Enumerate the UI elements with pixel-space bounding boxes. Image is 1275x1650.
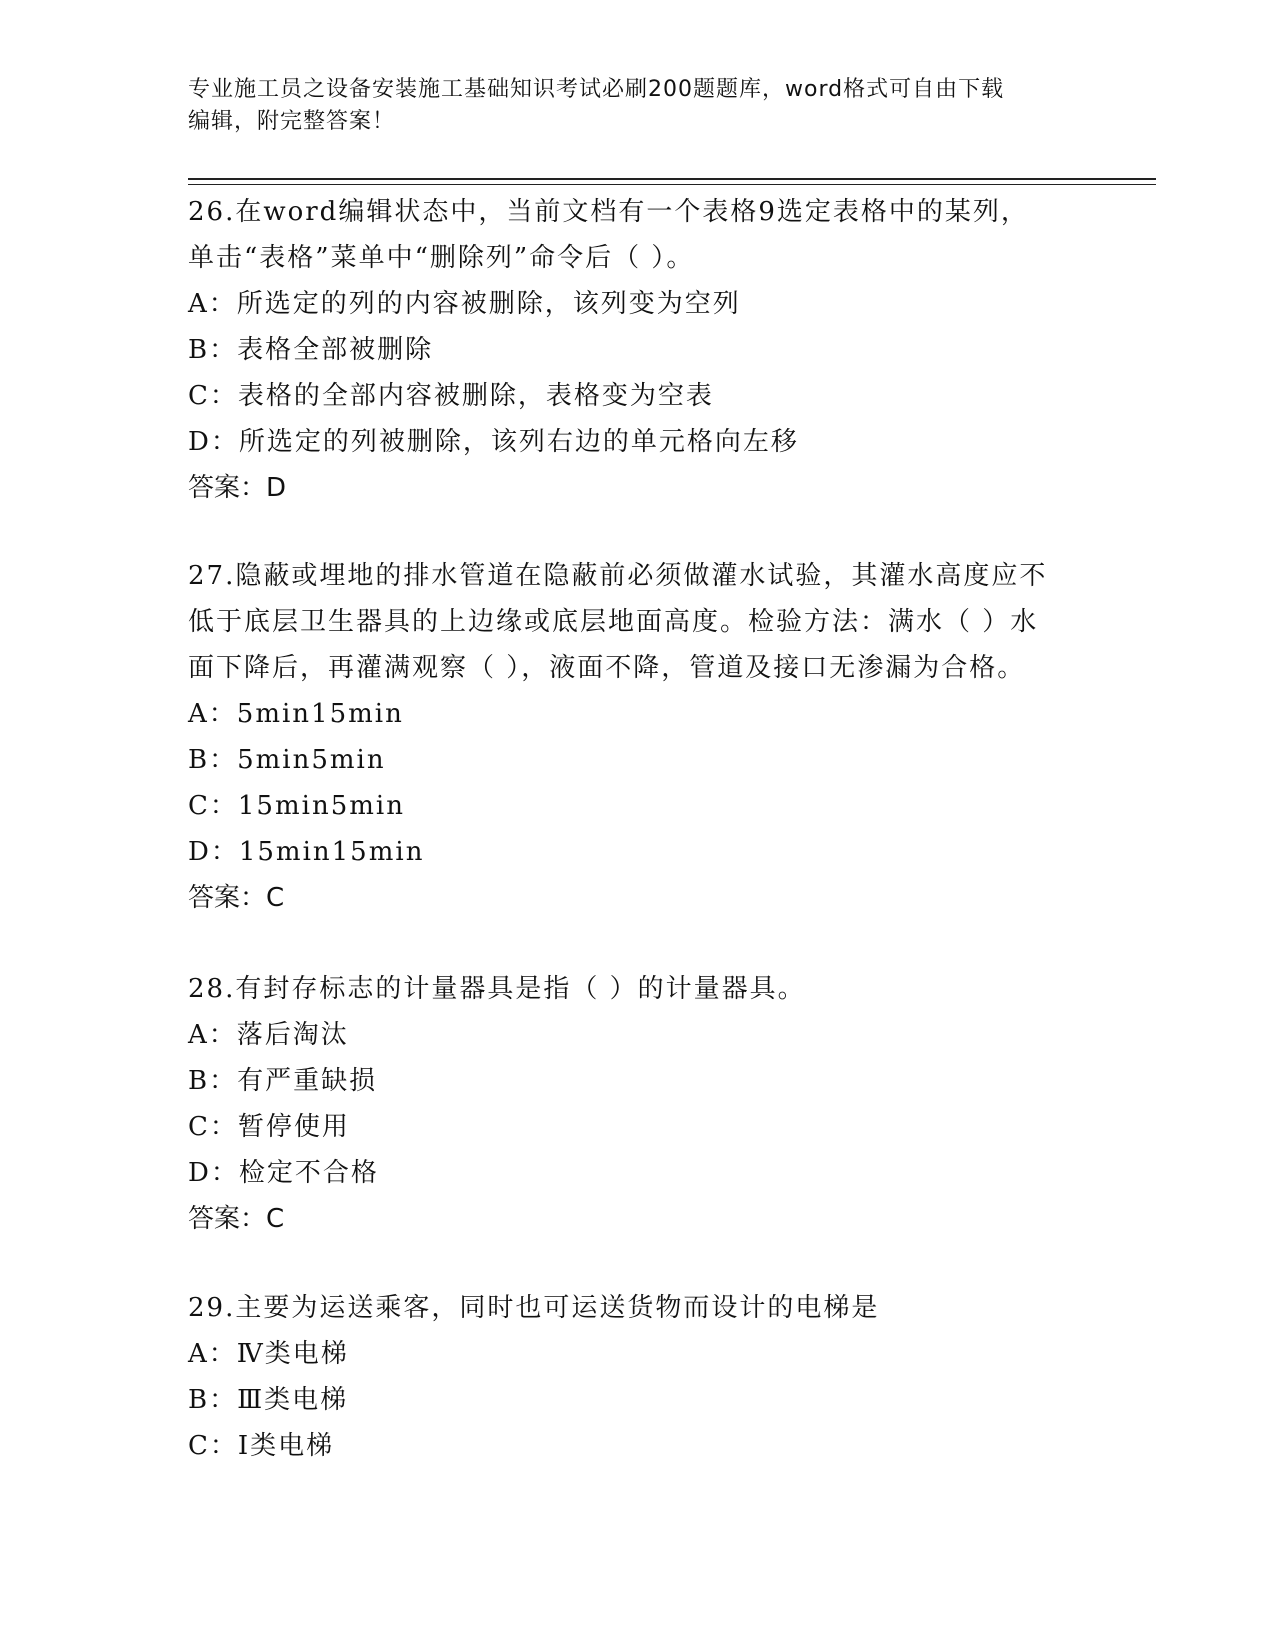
header-line-2: 编辑，附完整答案！ (188, 109, 396, 134)
header-divider-thick (188, 178, 1156, 180)
option-c: C：暂停使用 (188, 1112, 350, 1142)
question-stem-line: 低于底层卫生器具的上边缘或底层地面高度。检验方法：满水（ ）水 (188, 607, 1039, 637)
question-stem-line: 面下降后，再灌满观察（ ），液面不降，管道及接口无渗漏为合格。 (188, 653, 1026, 683)
option-c: C：Ⅰ类电梯 (188, 1431, 335, 1461)
answer: 答案：C (188, 883, 285, 913)
question-29 (188, 1285, 1088, 1469)
option-a: A：Ⅳ类电梯 (188, 1339, 349, 1369)
header-divider-thin (188, 184, 1156, 185)
option-b: B：5min5min (188, 745, 386, 775)
option-d: D：所选定的列被删除，该列右边的单元格向左移 (188, 427, 799, 457)
answer: 答案：C (188, 1204, 285, 1234)
option-c: C：表格的全部内容被删除，表格变为空表 (188, 381, 714, 411)
question-stem-line: 27.隐蔽或埋地的排水管道在隐蔽前必须做灌水试验，其灌水高度应不 (188, 561, 1048, 591)
question-26 (188, 189, 1088, 511)
option-a: A：落后淘汰 (188, 1020, 349, 1050)
option-d: D：检定不合格 (188, 1158, 379, 1188)
option-a: A：5min15min (188, 699, 404, 729)
question-27 (188, 553, 1088, 921)
option-d: D：15min15min (188, 837, 425, 867)
option-b: B：Ⅲ类电梯 (188, 1385, 349, 1415)
question-28 (188, 966, 1088, 1242)
option-b: B：有严重缺损 (188, 1066, 378, 1096)
question-stem-line: 29.主要为运送乘客，同时也可运送货物而设计的电梯是 (188, 1293, 880, 1323)
option-b: B：表格全部被删除 (188, 335, 434, 365)
question-stem-line: 28.有封存标志的计量器具是指（ ）的计量器具。 (188, 974, 806, 1004)
header-line-1: 专业施工员之设备安装施工基础知识考试必刷200题题库，word格式可自由下载 (188, 77, 1005, 102)
document-header (188, 74, 1088, 138)
question-stem-line: 26.在word编辑状态中，当前文档有一个表格9选定表格中的某列， (188, 197, 1029, 227)
question-stem-line: 单击“表格”菜单中“删除列”命令后（ ）。 (188, 243, 695, 273)
option-c: C：15min5min (188, 791, 405, 821)
answer: 答案：D (188, 473, 287, 503)
option-a: A：所选定的列的内容被删除，该列变为空列 (188, 289, 741, 319)
